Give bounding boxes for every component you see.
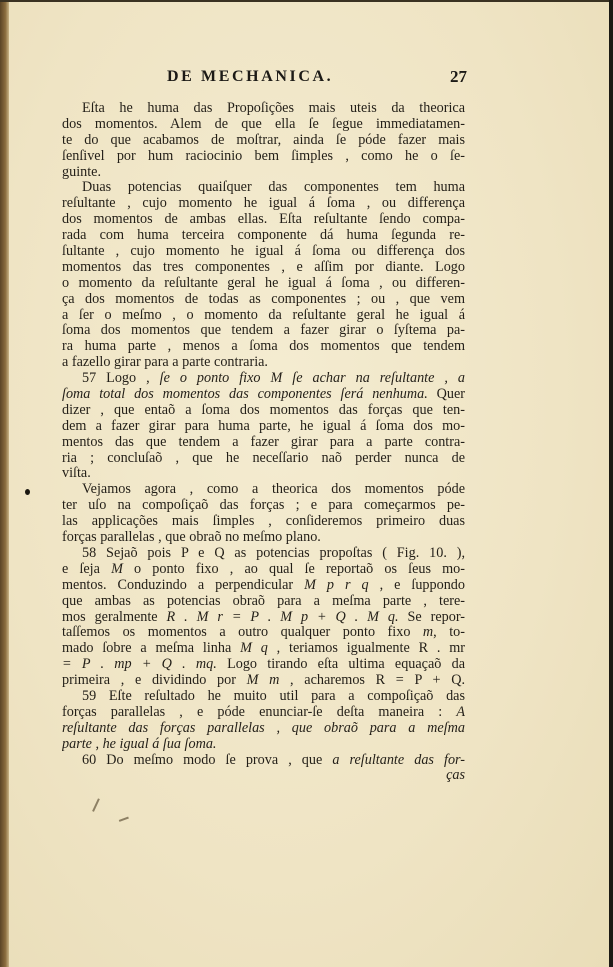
- text-run: ſultante , cujo momento he igual á ſoma ou differença dos: [62, 244, 465, 260]
- italic-text: R . M r = P . M p + Q . M q.: [166, 609, 399, 625]
- text-line: [62, 228, 465, 244]
- italic-text: parte , he igual á ſua ſoma.: [62, 736, 217, 752]
- italic-text: ſe o ponto fixo M ſe achar na reſultante , a: [159, 371, 465, 387]
- text-line: [62, 308, 465, 324]
- book-binding-edge: [0, 0, 9, 967]
- italic-text: M q: [240, 641, 268, 657]
- text-line: [62, 768, 465, 784]
- text-line: [62, 673, 465, 689]
- text-run: e ſeja: [62, 561, 112, 577]
- text-line: [62, 721, 465, 737]
- text-run: 58 Sejaõ pois P e Q as potencias propoſtas ( Fig. 10. ),: [82, 545, 465, 561]
- italic-text: ças: [446, 768, 465, 784]
- text-run: taſſemos os momentos a outro qualquer ponto fixo: [62, 625, 423, 641]
- text-run: dos momentos. Alem de que ella ſe ſegue immediatamen-: [62, 116, 465, 132]
- book-page: [9, 2, 609, 967]
- text-run: guinte.: [62, 164, 102, 180]
- text-run: mos geralmente: [62, 609, 167, 625]
- text-line: [62, 165, 465, 181]
- text-run: dizer , que entaõ a ſoma dos momentos das forças que ten-: [62, 402, 465, 418]
- text-run: te do que acabamos de moſtrar, ainda ſe póde fazer mais: [62, 132, 465, 148]
- italic-text: M m: [246, 673, 280, 689]
- text-line: [62, 101, 465, 117]
- text-run: , acharemos R = P + Q.: [279, 673, 465, 689]
- text-line: [62, 498, 465, 514]
- text-run: primeira , e dividindo por: [62, 673, 247, 689]
- page-number: 27: [450, 67, 467, 86]
- text-run: Se repor-: [398, 609, 465, 625]
- text-run: momentos das tres componentes , e aſſim por diante. Logo: [62, 259, 465, 275]
- text-line: [62, 180, 465, 196]
- text-run: 59 Eſte reſultado he muito util para a compoſiçaõ das: [82, 688, 465, 704]
- text-run: forças parallelas , que obraõ no meſmo plano.: [62, 530, 321, 546]
- text-run: dem a fazer girar para huma parte, he igual á ſoma dos mo-: [62, 418, 465, 434]
- text-run: viſta.: [62, 466, 91, 482]
- text-run: Logo tirando eſta ultima equaçaõ da: [216, 657, 465, 673]
- text-line: [62, 403, 465, 419]
- text-line: [62, 419, 465, 435]
- text-line: [62, 578, 465, 594]
- text-run: ria ; concluſaõ , que he neceſſario naõ perder nunca de: [62, 450, 465, 466]
- italic-text: M: [111, 561, 123, 577]
- text-line: [62, 530, 465, 546]
- page-header: [167, 68, 467, 90]
- text-line: [62, 212, 465, 228]
- body-text: [62, 101, 465, 784]
- text-line: [62, 149, 465, 165]
- text-run: mentos. Conduzindo a perpendicular: [62, 577, 305, 593]
- text-line: [62, 657, 465, 673]
- text-run: , to-: [433, 625, 465, 641]
- text-run: 60 Do meſmo modo ſe prova , que: [82, 752, 333, 768]
- italic-text: ſoma total dos momentos das componentes ſerá nenhuma.: [62, 387, 428, 403]
- text-line: [62, 546, 465, 562]
- text-line: [62, 260, 465, 276]
- text-line: [62, 737, 465, 753]
- text-line: [62, 435, 465, 451]
- text-run: ſoma dos momentos que tendem a fazer girar o ſyſtema pa-: [62, 323, 465, 339]
- text-line: [62, 133, 465, 149]
- text-line: [62, 482, 465, 498]
- text-line: [62, 514, 465, 530]
- text-run: mado ſobre a meſma linha: [62, 641, 241, 657]
- text-run: ra huma parte , menos a ſoma dos momentos que tendem: [62, 339, 465, 355]
- paper-blemish: [119, 817, 129, 822]
- running-title: DE MECHANICA.: [167, 68, 334, 85]
- text-run: dos momentos de ambas ellas. Eſta reſultante ſendo compa-: [62, 212, 465, 228]
- text-line: [62, 387, 465, 403]
- text-line: [62, 562, 465, 578]
- text-run: 57 Logo ,: [82, 371, 160, 387]
- text-run: a fazello girar para a parte contraria.: [62, 355, 268, 371]
- text-line: [62, 339, 465, 355]
- text-run: Quer: [427, 387, 465, 403]
- italic-text: M p r q: [304, 577, 369, 593]
- text-line: [62, 753, 465, 769]
- text-run: reſultante , cujo momento he igual á ſoma , ou differença: [62, 196, 465, 212]
- text-line: [62, 705, 465, 721]
- text-line: [62, 625, 465, 641]
- text-run: ſenſivel por hum raciocinio bem ſimples , como he o ſe-: [62, 148, 465, 164]
- ink-spot: [25, 489, 30, 495]
- text-run: forças parallelas , e póde enunciar-ſe deſta maneira :: [62, 704, 457, 720]
- italic-text: A: [456, 704, 465, 720]
- italic-text: m: [422, 625, 434, 641]
- text-run: , teriamos igualmente R . mr: [267, 641, 465, 657]
- text-line: [62, 451, 465, 467]
- text-line: [62, 466, 465, 482]
- text-run: Duas potencias quaiſquer das componentes tem huma: [82, 180, 465, 196]
- text-line: [62, 371, 465, 387]
- text-run: las applicações mais ſimples , conſideremos primeiro duas: [62, 514, 465, 530]
- text-line: [62, 196, 465, 212]
- text-run: a ſer o meſmo , o momento da reſultante geral he igual á: [62, 307, 465, 323]
- italic-text: reſultante das forças parallelas , que obraõ para a meſma: [62, 720, 465, 736]
- text-run: rada com huma terceira componente dá huma ſegunda re-: [62, 228, 465, 244]
- text-run: o ponto fixo , ao qual ſe reportaõ os ſeus mo-: [122, 561, 465, 577]
- text-run: o momento da reſultante geral he igual á ſoma , ou differen-: [62, 275, 465, 291]
- text-line: [62, 292, 465, 308]
- text-line: [62, 594, 465, 610]
- text-run: que ambas as potencias obraõ para a meſma parte , tere-: [62, 593, 465, 609]
- paper-blemish: [92, 798, 99, 811]
- text-line: [62, 641, 465, 657]
- text-run: Vejamos agora , como a theorica dos momentos póde: [82, 482, 465, 498]
- text-run: Eſta he huma das Propoſições mais uteis da theorica: [82, 101, 465, 116]
- text-line: [62, 610, 465, 626]
- page-right-edge: [609, 0, 613, 967]
- text-line: [62, 244, 465, 260]
- text-line: [62, 355, 465, 371]
- text-run: ça dos momentos de todas as componentes ; ou , que vem: [62, 291, 465, 307]
- text-run: mentos das que tendem a fazer girar para a parte contra-: [62, 434, 465, 450]
- italic-text: a reſultante das for-: [332, 752, 465, 768]
- text-line: [62, 117, 465, 133]
- text-line: [62, 276, 465, 292]
- text-line: [62, 323, 465, 339]
- text-run: ter uſo na compoſiçaõ das forças ; e para começarmos pe-: [62, 498, 465, 514]
- text-line: [62, 689, 465, 705]
- text-run: , e ſuppondo: [368, 577, 465, 593]
- italic-text: = P . mp + Q . mq.: [62, 657, 217, 673]
